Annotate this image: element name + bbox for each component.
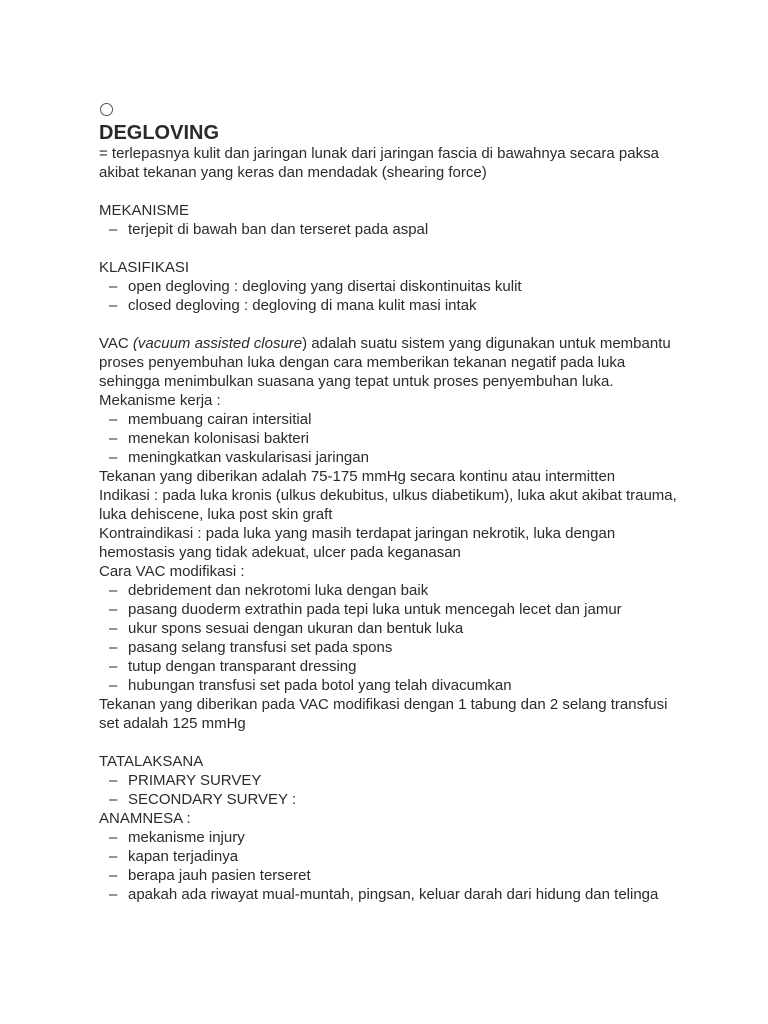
mekanisme-heading: MEKANISME <box>99 202 190 219</box>
spacer <box>99 239 679 258</box>
tekanan-modifikasi-text: Tekanan yang diberikan pada VAC modifikasi dengan 1 tabung dan 2 selang transfusi set adalah 125 mmHg <box>99 696 668 732</box>
tatalaksana-list <box>99 771 679 809</box>
list-item: – SECONDARY SURVEY : <box>99 790 679 809</box>
spacer <box>99 315 679 334</box>
tekanan-text: Tekanan yang diberikan adalah 75-175 mmHg secara kontinu atau intermitten <box>99 468 616 485</box>
spacer <box>99 733 679 752</box>
mekanisme-kerja-label: Mekanisme kerja : <box>99 392 221 409</box>
list-item: – pasang selang transfusi set pada spons <box>99 638 679 657</box>
klasifikasi-heading: KLASIFIKASI <box>99 259 190 276</box>
list-item: – debridement dan nekrotomi luka dengan baik <box>99 581 679 600</box>
anamnesa-list <box>99 828 679 904</box>
modifikasi-label: Cara VAC modifikasi : <box>99 563 245 580</box>
list-item: – terjepit di bawah ban dan terseret pada aspal <box>99 220 679 239</box>
list-item: – tutup dengan transparant dressing <box>99 657 679 676</box>
modifikasi-list <box>99 581 679 695</box>
document-page <box>99 103 679 904</box>
kontraindikasi-text: Kontraindikasi : pada luka yang masih terdapat jaringan nekrotik, luka dengan hemostasis yang tidak adekuat, ulcer pada keganasan <box>99 525 616 561</box>
list-item: – membuang cairan intersitial <box>99 410 679 429</box>
list-item: – apakah ada riwayat mual-muntah, pingsan, keluar darah dari hidung dan telinga <box>99 885 679 904</box>
definition-text: = terlepasnya kulit dan jaringan lunak dari jaringan fascia di bawahnya secara paksa akibat tekanan yang keras dan mendadak (shearing force) <box>99 145 659 181</box>
vac-intro-italic: (vacuum assisted closure <box>132 335 303 352</box>
tatalaksana-heading: TATALAKSANA <box>99 753 204 770</box>
spacer <box>99 182 679 201</box>
list-item: – menekan kolonisasi bakteri <box>99 429 679 448</box>
vac-intro-suffix: ) adalah suatu sistem yang digunakan untuk membantu proses penyembuhan luka dengan cara memberikan tekanan negatif pada luka sehingga menimbulkan suasana yang tepat untuk proses penyembuhan luka. <box>99 335 671 390</box>
document-title: DEGLOVING <box>99 122 220 144</box>
mekanisme-kerja-list <box>99 410 679 467</box>
list-item: – PRIMARY SURVEY <box>99 771 679 790</box>
circle-icon <box>100 103 113 116</box>
mekanisme-list <box>99 220 679 239</box>
list-item: – berapa jauh pasien terseret <box>99 866 679 885</box>
list-item: – open degloving : degloving yang disertai diskontinuitas kulit <box>99 277 679 296</box>
list-item: – hubungan transfusi set pada botol yang telah divacumkan <box>99 676 679 695</box>
list-item: – closed degloving : degloving di mana kulit masi intak <box>99 296 679 315</box>
anamnesa-heading: ANAMNESA : <box>99 810 191 827</box>
list-item: – mekanisme injury <box>99 828 679 847</box>
list-item: – ukur spons sesuai dengan ukuran dan bentuk luka <box>99 619 679 638</box>
klasifikasi-list <box>99 277 679 315</box>
list-item: – kapan terjadinya <box>99 847 679 866</box>
vac-intro <box>99 334 679 391</box>
list-item: – pasang duoderm extrathin pada tepi luka untuk mencegah lecet dan jamur <box>99 600 679 619</box>
list-item: – meningkatkan vaskularisasi jaringan <box>99 448 679 467</box>
indikasi-text: Indikasi : pada luka kronis (ulkus dekubitus, ulkus diabetikum), luka akut akibat trauma, luka dehiscene, luka post skin graft <box>99 487 677 523</box>
vac-intro-prefix: VAC <box>99 335 133 352</box>
